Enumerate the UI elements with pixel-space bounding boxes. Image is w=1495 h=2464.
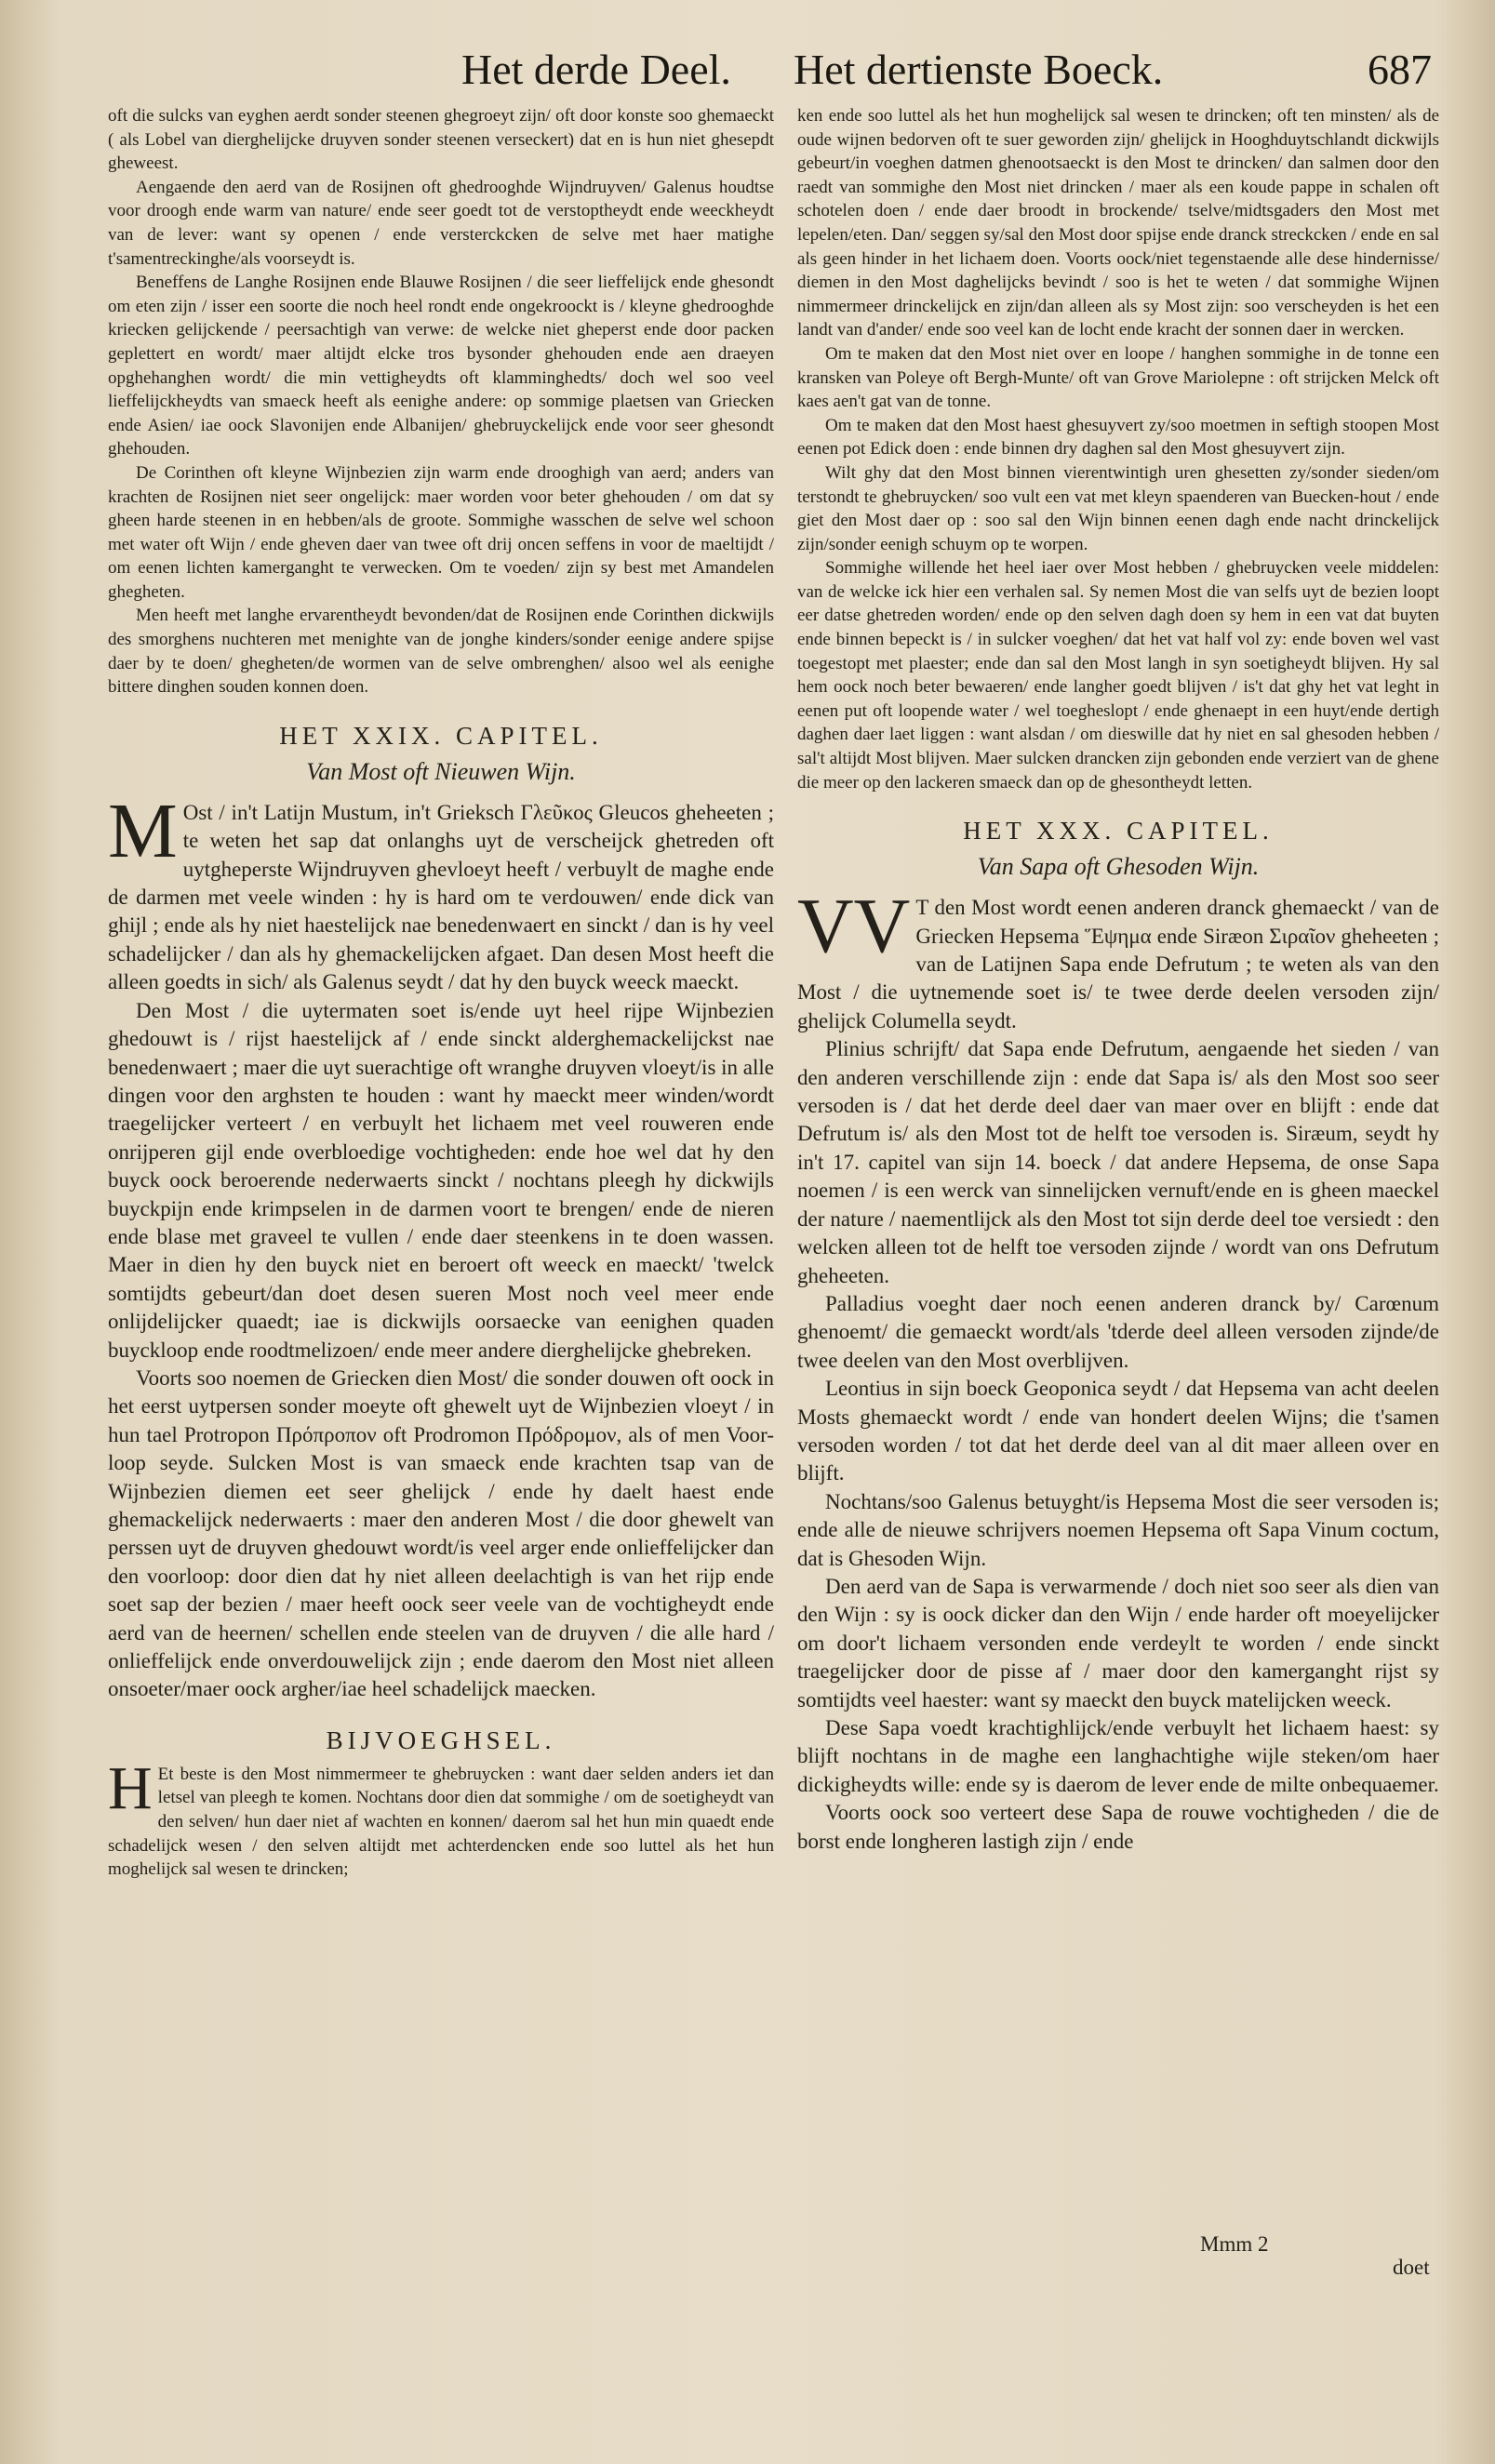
section-heading: BIJVOEGHSEL. <box>326 1725 556 1754</box>
paragraph: Plinius schrijft/ dat Sapa ende Defrutum, aengaende het sieden / van den anderen verschillende zijn : ende dat Sapa is/ als den Most soo seer versoden is / dat het derde deel daer van maer over en blijft : ende dat Defrutum is/ als den Most tot de helft toe versoden is. Siræum, seydt hy in't 17. capitel van sijn 14. boeck / dat andere Hepsema, de onse Sapa noemen / is een werck van sinnelijcken vernuft/ende en is gheen maeckel der nature / naementlijck als den Most tot sijn derde deel toe versiedt : den welcken alleen tot de helft toe versoden zijnde / wordt van ons Defrutum gheheeten. <box>797 1037 1439 1287</box>
paragraph: Palladius voeght daer noch eenen anderen dranck by/ Carœnum ghenoemt/ die gemaeckt wordt/als 'tderde deel alleen versoden zijnde/de twee deelen van den Most overblijven. <box>797 1291 1439 1372</box>
paragraph-text: Ost / in't Latijn Mustum, in't Grieksch Γλεῦκος Gleucos gheheeten ; te weten het sap dat onlanghs uyt de verscheijck ghetreden oft uytgheperste Wijndruyven ghevloeyt heeft / verbuylt de maghe ende de darmen met veele winden : hy is hard om te verdouwen/ ende dick van ghijl ; ende als hy niet haestelijck nae benedenwaert en sinckt / dan is hy veel schadelijcker / dan als hy ghemackelijcken afgaet. Dan desen Most heeft die alleen goedts in sich/ als Galenus seydt / dat hy den buyck weeck maeckt. <box>108 800 774 994</box>
paragraph: Wilt ghy dat den Most binnen vierentwintigh uren ghesetten zy/sonder sieden/om terstondt te ghebruycken/ soo vult een vat met kleyn spaenderen van Buecken-hout / ende giet den Most daer op : soo sal den Wijn binnen eenen dagh ende nacht drinckelijck zijn/sonder eenigh schuym op te worpen. <box>797 462 1439 554</box>
paragraph: Dese Sapa voedt krachtighlijck/ende verbuylt het lichaem haest: sy blijft nochtans in de maghe een langhachtighe wijle steken/om haer dickigheydts wille: ende sy is daerom de lever ende de milte onbequaemer. <box>797 1716 1439 1796</box>
paragraph: Aengaende den aerd van de Rosijnen oft ghedrooghde Wijndruyven/ Galenus houdtse voor droogh ende warm van nature/ ende seer goedt tot de verstoptheydt ende weeckheydt van de lever: want sy openen / ende versterckcken de selve met haer matighe t'samentreckinghe/als voorseydt is. <box>108 177 774 269</box>
paragraph: Den Most / die uytermaten soet is/ende uyt heel rijpe Wijnbezien ghedouwt is / rijst haestelijck af / ende sinckt alderghemackelijckst nae benedenwaert ; maer die uyt suerachtige oft wranghe druyven vloeyt/is in alle dingen voor den arghsten te houden : want hy maeckt meer winden/wordt traegelijcker verteert / en verbuylt het lichaem met veel rouweren ende onrijperen gijl ende overbloedige vochtigheden: ende hoe wel dat hy den buyck oock beroerende nederwaerts sinckt / nochtans pleegh hy dickwijls buyckpijn ende krimpselen in de darmen voort te brengen/ ende de nieren ende blase met graveel te vullen / ende daer steenkens in te doen wassen. Maer in dien hy den buyck niet en beroert oft weeck en maeckt/ 'twelck somtijdts gebeurt/dan doet desen sueren Most noch veel meer ende onlijdelijcker quaedt; iae is dickwijls oorsaecke van eenighen quaden buyckloop ende roodtmelizoen/ ende meer andere dierghelijcke ghebreken. <box>108 998 774 1362</box>
drop-cap: VV <box>797 883 911 970</box>
running-head-right: Het dertienste Boeck. <box>794 46 1164 93</box>
paragraph <box>108 787 774 997</box>
signature-mark: Mmm 2 <box>1200 2232 1269 2256</box>
paragraph <box>797 883 1439 1035</box>
paragraph-text: Et beste is den Most nimmermeer te ghebruycken : want daer selden anders iet dan letsel van pleegh te komen. Nochtans door dien dat sommighe / om de soetigheydt van den selven/ hun daer niet af wachten en konnen/ daerom sal het hun min quaedt ende schadelijck wesen / den selven altijdt met achterdencken ende soo luttel als het hun moghelijck sal wesen te drincken; <box>108 1764 774 1880</box>
running-head <box>0 45 1495 100</box>
catchword: doet <box>1393 2256 1430 2279</box>
paragraph: Om te maken dat den Most haest ghesuyvert zy/soo moetmen in seftigh stoopen Most eenen pot Edick doen : ende binnen dry daghen sal den Most ghesuyvert zijn. <box>797 415 1439 460</box>
chapter-heading: HET XXX. CAPITEL. <box>963 817 1274 846</box>
drop-cap: H <box>108 1753 153 1822</box>
paragraph: Beneffens de Langhe Rosijnen ende Blauwe Rosijnen / die seer lieffelijck ende ghesondt om eten zijn / isser een soorte die noch heel rondt ende ongekroockt is / kleyne ghedrooghde kriecken gelijckende / peersachtigh van verwe: de welcke niet gheperst ende door packen geplettert en wordt/ maer altijdt elcke tros bysonder ghehouden ende aen draeyen opghehanghen wordt/ die min vettigheydts oft klamminghedts/ doch wel soo veel lieffelijckheydts van smaeck heeft als eenighe andere: op sommige plaetsen van Griecken ende Asien/ iae oock Slavonijen ende Albanijen/ ghebruyckelijck ende voor seer ghesondt ghehouden. <box>108 273 774 460</box>
chapter-subtitle: Van Sapa oft Ghesoden Wijn. <box>977 853 1260 881</box>
paragraph: Om te maken dat den Most niet over en loope / hanghen sommighe in de tonne een kransken van Poleye oft Bergh-Munte/ oft van Grove Mariolepne : oft strijcken Melck oft kaes aen't gat van de tonne. <box>797 343 1439 412</box>
paragraph: Den aerd van de Sapa is verwarmende / doch niet soo seer als dien van den Wijn : sy is oock dicker dan den Wijn / ende harder oft moeyelijcker om door't lichaem versonden ende verdeylt te worden / ende sinckt traegelijcker door de pisse af / maer door den kamerganght rijst sy somtijdts veel haester: want sy maeckt den buyck matelijcken weeck. <box>797 1574 1439 1711</box>
page-number: 687 <box>1368 46 1432 93</box>
paragraph: ken ende soo luttel als het hun moghelijck sal wesen te drincken; oft ten minsten/ als de oude wijnen bedorven oft te suer geworden zijn/ ghelijck in Hooghduytschlandt dickwijls gebeurt/in voeghen datmen ghenootsaeckt is den Most te drincken/ dan salmen door den raedt van sommighe den Most niet drincken / maer als een koude pappe in schalen oft schotelen doen / ende daer broodt in brockende/ tselve/midtsgaders den Most met lepelen/eten. Dan/ seggen sy/sal den Most door spijse ende dranck streckcken / ende en sal als geen hinder in het lichaem doen. Voorts oock/niet tegenstaende alle dese hindernisse/ diemen in den Most daghelijcks bevindt / soo is het te weten / dat sommighe Wijnen nimmermeer drinckelijck en zijn/dan alleen als sy Most zijn: soo verscheyden is het een landt van d'ander/ ende soo veel kan de locht ende kracht der sonnen daer in wercken. <box>797 106 1439 340</box>
paragraph-text: T den Most wordt eenen anderen dranck ghemaeckt / van de Griecken Hepsema Ἕψημα ende Siræon Σιραῖον gheheeten ; van de Latijnen Sapa ende Defrutum ; te weten als van den Most / die uytnemende soet is/ te twee derde deelen versoden zijn/ ghelijck Columella seydt. <box>797 896 1439 1032</box>
paragraph <box>108 1753 774 1882</box>
right-column <box>797 104 1439 1856</box>
paragraph: De Corinthen oft kleyne Wijnbezien zijn warm ende drooghigh van aerd; anders van krachten de Rosijnen niet seer ongelijck: maer worden voor beter ghehouden / om dat sy gheen harde steenen in en hebben/als de groote. Sommighe wasschen de selve wel schoon met water oft Wijn / ende gheven daer van twee oft drij oncen seffens in voor de maeltijdt / om eenen lichten kamerganght te verwecken. Om te voeden/ zijn sy best met Amandelen ghegheten. <box>108 462 774 602</box>
left-column <box>108 104 774 1882</box>
paragraph: Voorts soo noemen de Griecken dien Most/ die sonder douwen oft oock in het eerst uytpersen sonder moeyte oft ghewelt uyt de Wijnbezien vloeyt / in hun tael Protropon Πρόπροπον oft Prodromon Πρόδρομον, als of men Voor-loop seyde. Sulcken Most is van smaeck ende krachten tsap van de Wijnbezien diemen eet seer ghelijck / ende hy daelt haest ende ghemackelijck nederwaerts : maer den anderen Most / die door ghewelt van perssen uyt de druyven ghedouwt wordt/is veel arger ende onlieffelijcker dan den voorloop: door dien dat hy niet alleen deelachtigh is van het rijp ende soet sap der bezien / maer heeft oock seer veele van de vochtigheydt ende aerd van de heernen/ schellen ende steelen van de druyven / die alle hard / onlieffelijck ende onverdouwelijck zijn ; ende daerom den Most niet alleen onsoeter/maer oock argher/iae heel schadelijck maecken. <box>108 1365 774 1701</box>
paragraph: Nochtans/soo Galenus betuyght/is Hepsema Most die seer versoden is; ende alle de nieuwe schrijvers noemen Hepsema oft Sapa Vinum coctum, dat is Ghesoden Wijn. <box>797 1489 1439 1570</box>
running-head-left: Het derde Deel. <box>461 46 731 93</box>
drop-cap: M <box>108 787 178 874</box>
chapter-subtitle: Van Most oft Nieuwen Wijn. <box>306 757 576 785</box>
paragraph: Voorts oock soo verteert dese Sapa de rouwe vochtigheden / die de borst ende longheren lastigh zijn / ende <box>797 1801 1439 1853</box>
paragraph: Leontius in sijn boeck Geoponica seydt / dat Hepsema van acht deelen Mosts ghemaeckt wordt / ende van hondert deelen Wijns; die t'samen versoden worden / tot dat het derde deel van al dit maer alleen over en blijft. <box>797 1377 1439 1485</box>
paragraph: Men heeft met langhe ervarentheydt bevonden/dat de Rosijnen ende Corinthen dickwijls des smorghens nuchteren met menighte van de jonghe kinders/sonder eenige andere spijse daer by te doen/ ghegheten/de wormen van de selve ombrenghen/ alsoo wel als eenighe bittere dinghen souden konnen doen. <box>108 606 774 698</box>
chapter-heading: HET XXIX. CAPITEL. <box>279 721 603 750</box>
paragraph: Sommighe willende het heel iaer over Most hebben / ghebruycken veele middelen: van de welcke ick hier een verhalen sal. Sy nemen Most die van selfs uyt de bezien loopt eer datse ghetreden worden/ ende op den selven dagh doen sy hem in een vat dat buyten ende binnen bepeckt is / in sulcker voeghen/ dat het vat half vol zy: ende boven wel vast toegestopt met plaester; ende dan sal den Most langh in syn soetigheydt blijven. Hy sal hem oock noch beter bewaeren/ ende langher goedt blijven / is't dat ghy het vat leght in eenen put oft loopende water / wel toegheslopt / ende ghenaept in een huyt/ende dertigh daghen daer laet liggen : want alsdan / om dieswille dat hy niet en sal ghesoden hebben / sal't altijdt Most blijven. Maer sulcken drancken zijn gebonden ende verziert van de ghene die meer op den lackeren smaeck dan op de ghesontheydt letten. <box>797 558 1439 792</box>
paragraph: oft die sulcks van eyghen aerdt sonder steenen ghegroeyt zijn/ oft door konste soo ghemaeckt ( als Lobel van dierghelijcke druyven sonder steenen verseckert) dat en is hun niet ghesepdt gheweest. <box>108 106 774 174</box>
